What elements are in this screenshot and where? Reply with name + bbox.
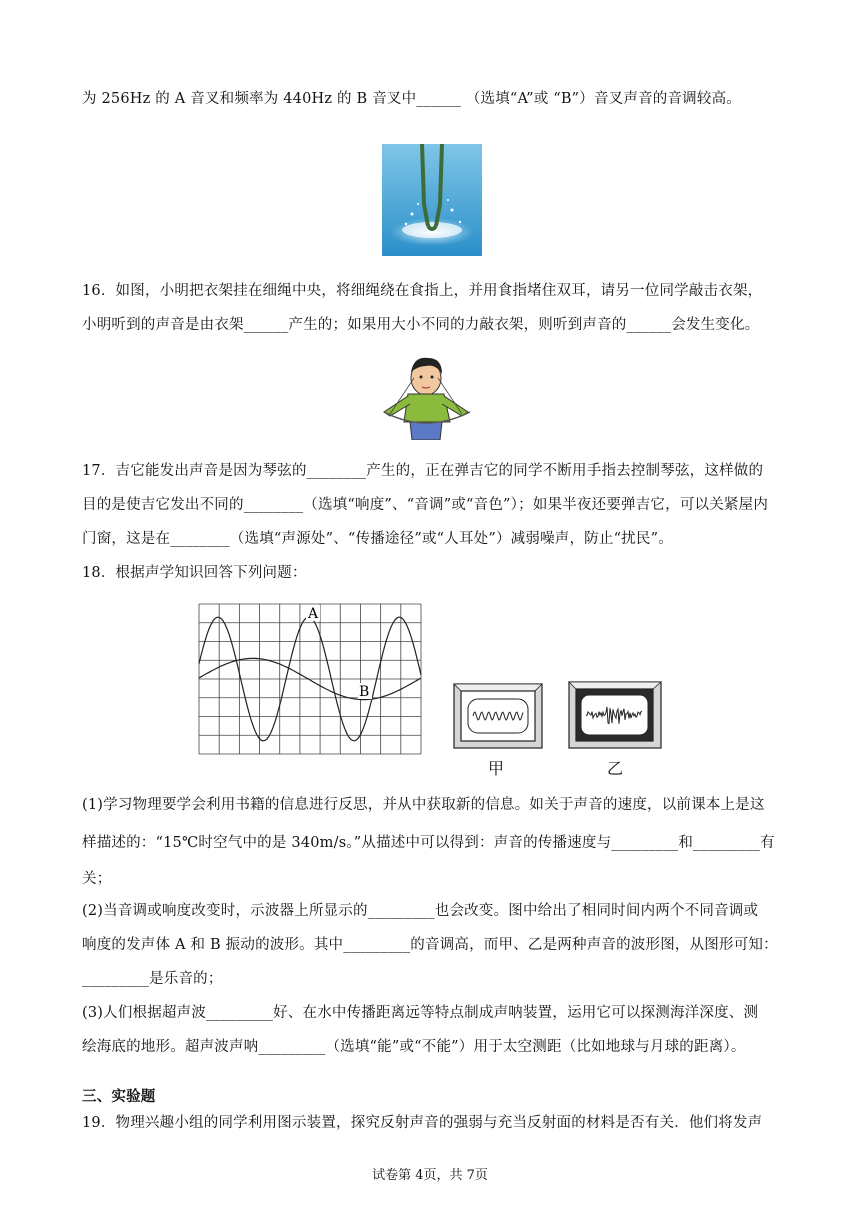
- caption-yi: 乙: [607, 759, 624, 778]
- boy-hanger-image: [370, 350, 486, 440]
- line-11: 响度的发声体 A 和 B 振动的波形。其中_________的音调高，而甲、乙是两种声音的波形图，从图形可知：: [82, 937, 778, 953]
- line-6: 18．根据声学知识回答下列问题：: [82, 565, 307, 581]
- waveform-grid-figure: [198, 603, 422, 763]
- line-14: 绘海底的地形。超声波声呐_________（选填“能”或“不能”）用于太空测距（比如地球与月球的距离）。: [82, 1039, 746, 1055]
- line-9: 关；: [82, 871, 112, 887]
- line-5: 门窗，这是在________（选填“声源处”、“传播途径”或“人耳处”）减弱噪声，防止“扰民”。: [82, 531, 673, 547]
- line-10: (2)当音调或响度改变时，示波器上所显示的_________也会改变。图中给出了相同时间内两个不同音调或: [82, 903, 759, 919]
- line-1: 16．如图，小明把衣架挂在细绳中央，将细绳绕在食指上，并用食指堵住双耳，请另一位同学敲击衣架，: [82, 283, 763, 299]
- line-16: 19．物理兴趣小组的同学利用图示装置，探究反射声音的强弱与充当反射面的材料是否有关．他们将发声: [82, 1115, 763, 1131]
- waveform-grid: [199, 604, 421, 754]
- tuning-fork-water-image: [382, 144, 482, 256]
- line-3: 17．吉它能发出声音是因为琴弦的________产生的，正在弹吉它的同学不断用手指去控制琴弦，这样做的: [82, 463, 764, 479]
- section-heading: 三、实验题: [82, 1089, 156, 1105]
- line-12: _________是乐音的；: [82, 971, 223, 987]
- oscilloscope-jia: [453, 683, 543, 749]
- line-0: 为 256Hz 的 A 音叉和频率为 440Hz 的 B 音叉中______ （选填“A”或 “B”）音叉声音的音调较高。: [82, 91, 741, 107]
- line-13: (3)人们根据超声波_________好、在水中传播距离远等特点制成声呐装置，运用它可以探测海洋深度、测: [82, 1005, 759, 1021]
- caption-jia: 甲: [488, 759, 505, 778]
- page-footer: 试卷第 4页，共 7页: [372, 1168, 488, 1183]
- line-4: 目的是使吉它发出不同的________（选填“响度”、“音调”或“音色”）；如果半夜还要弹吉它，可以关紧屋内: [82, 497, 769, 513]
- oscilloscope-yi: [568, 681, 662, 749]
- line-8: 样描述的：“15℃时空气中的是 340m/s。”从描述中可以得到：声音的传播速度与_________和_________有: [82, 835, 775, 851]
- wave-b-label: B: [359, 684, 370, 700]
- line-2: 小明听到的声音是由衣架______产生的；如果用大小不同的力敲衣架，则听到声音的______会发生变化。: [82, 317, 760, 333]
- wave-a-label: A: [308, 606, 319, 622]
- line-7: (1)学习物理要学会利用书籍的信息进行反思，并从中获取新的信息。如关于声音的速度，以前课本上是这: [82, 797, 765, 813]
